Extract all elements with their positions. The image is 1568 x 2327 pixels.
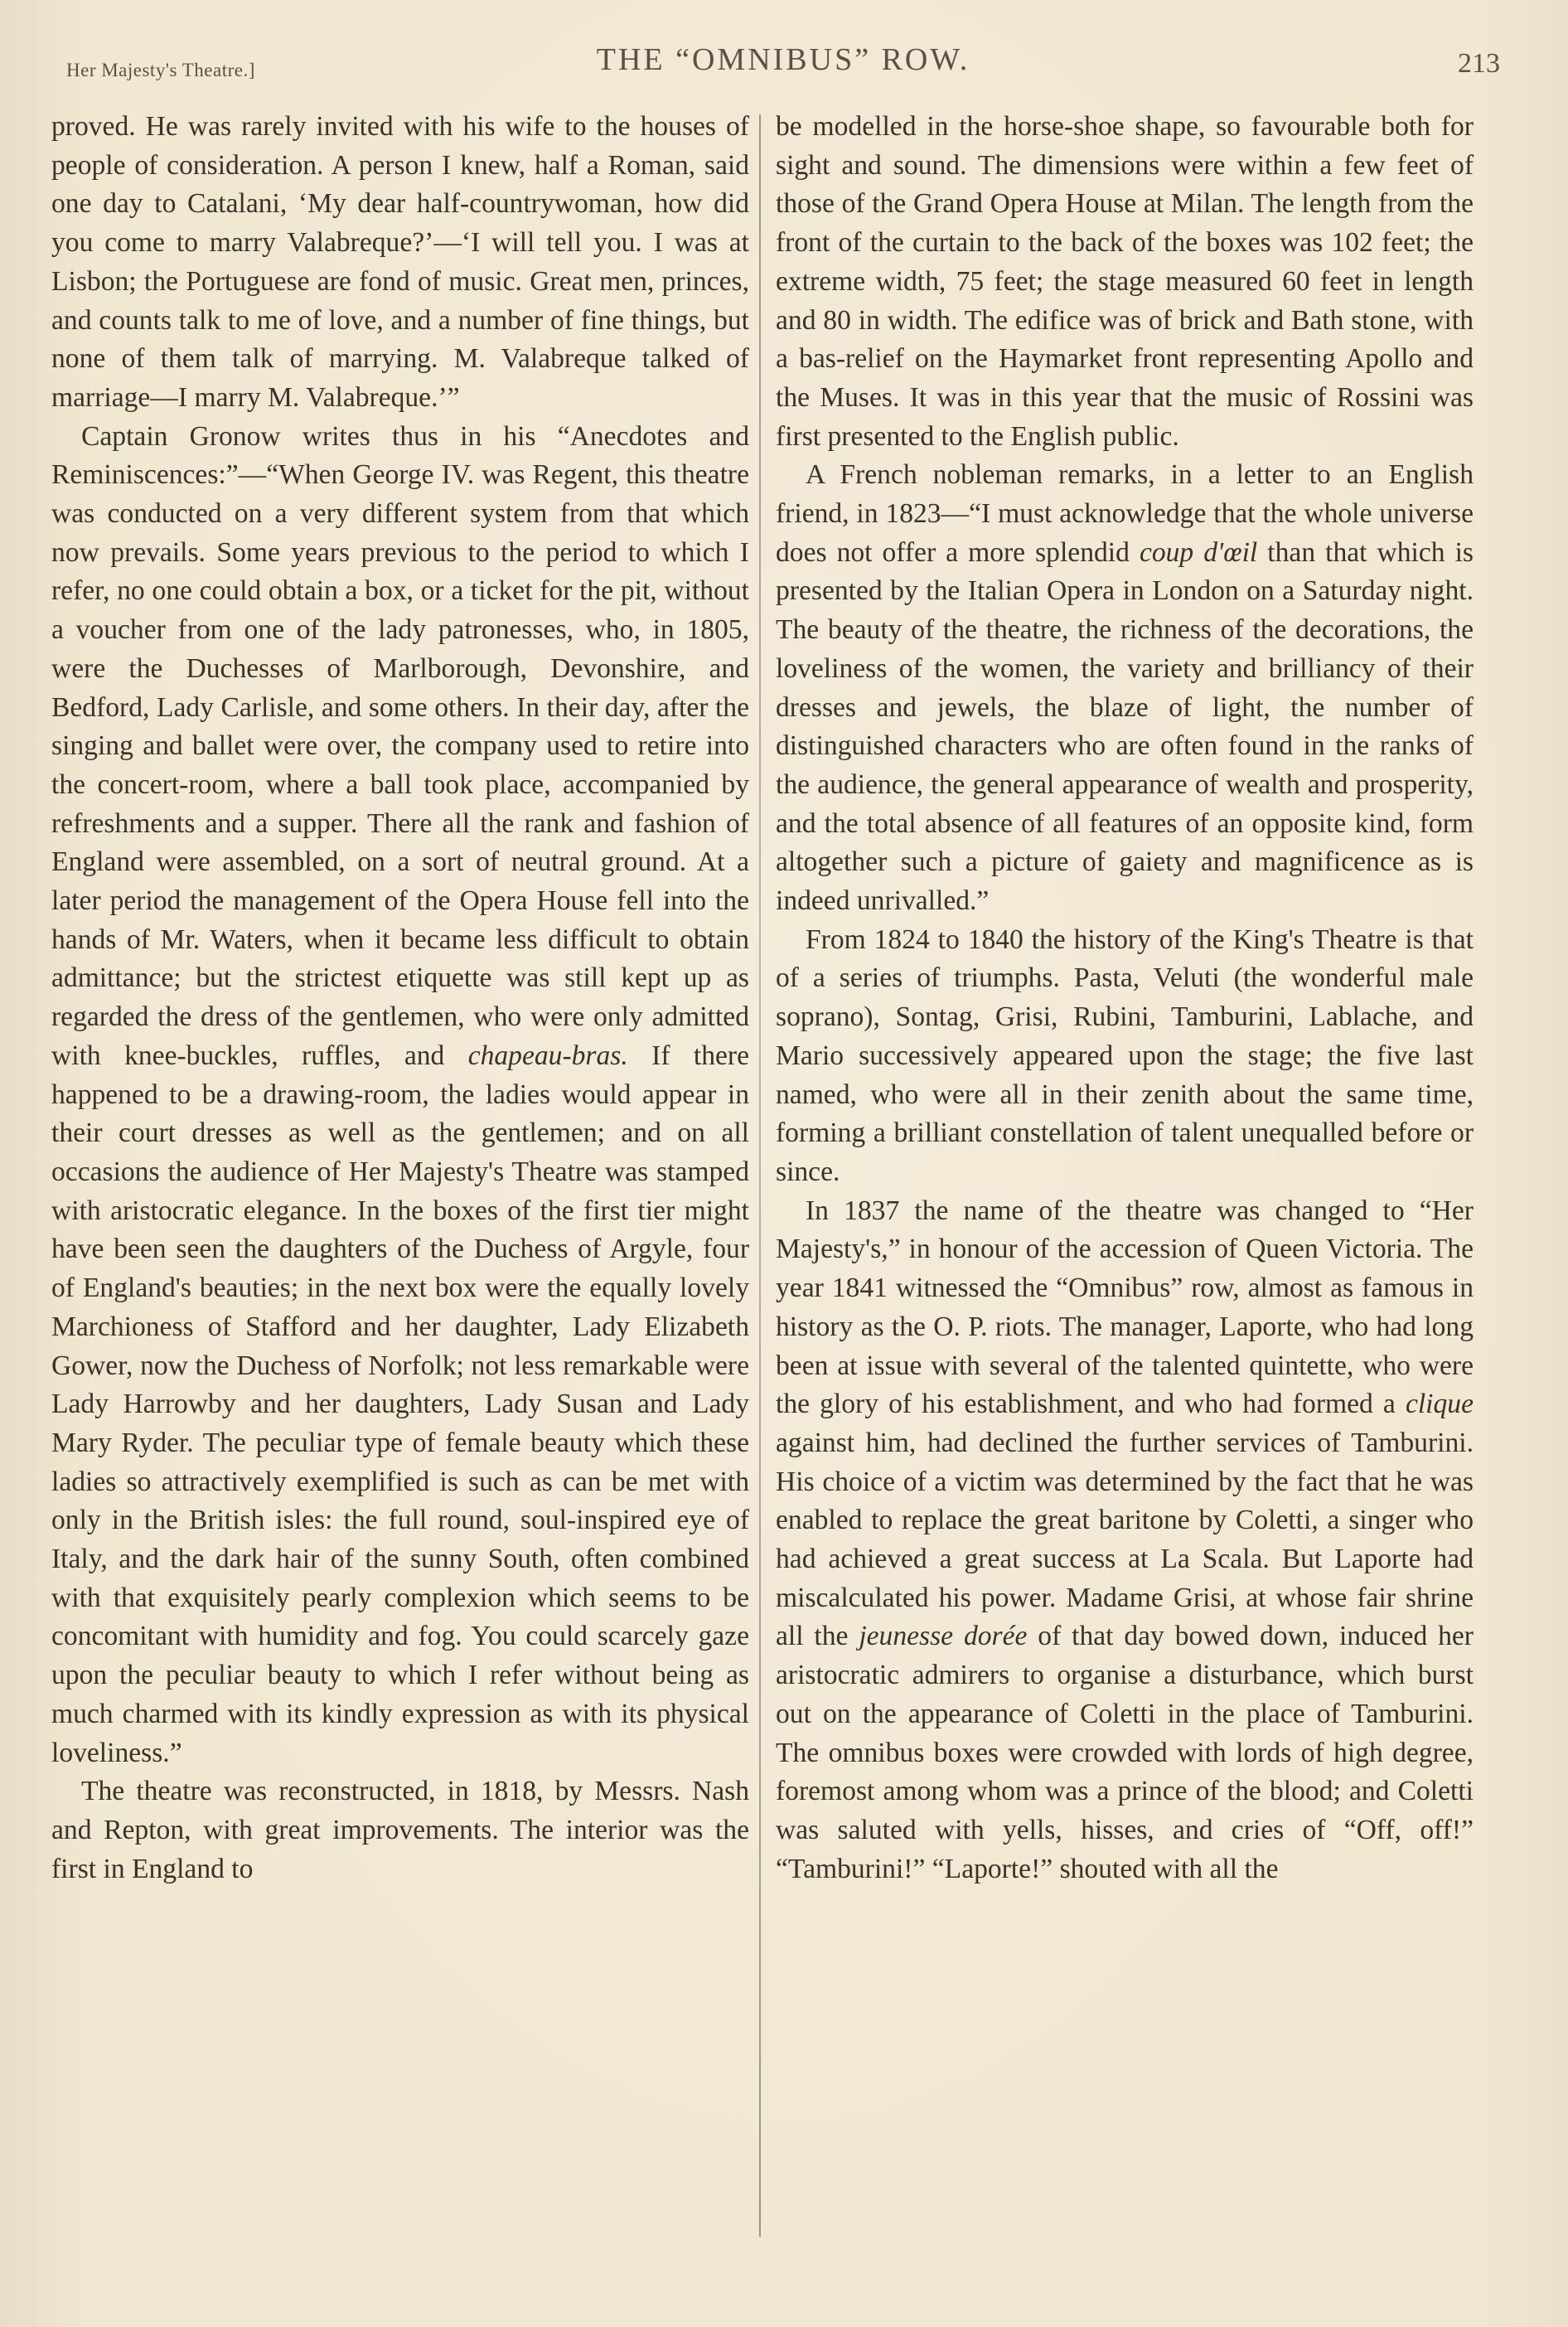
right-paragraph-4-part-b: against him, had declined the further services of Tamburini. His choice of a victim was determined by the fact that he was enabled to replace the great baritone by Coletti, a singer who had achieved a great success at La Scala. But Laporte had miscalculated his power. Madame Grisi, at whose fair shrine all the — [776, 1427, 1474, 1652]
left-paragraph-2 — [51, 418, 749, 1773]
right-paragraph-4-italic-clique: clique — [1405, 1389, 1474, 1420]
left-paragraph-2-part-b: If there happened to be a drawing-room, the ladies would appear in their court dresses as well as the gentlemen; and on all occasions the audience of Her Majesty's Theatre was stamped with aristocratic elegance. In the boxes of the first tier might have been seen the daughters of the Duchess of Argyle, four of England's beauties; in the next box were the equally lovely Marchioness of Stafford and her daughter, Lady Elizabeth Gower, now the Duchess of Norfolk; not less remarkable were Lady Harrowby and her daughters, Lady Susan and Lady Mary Ryder. The peculiar type of female beauty which these ladies so attractively exemplified is such as can be met with only in the British isles: the full round, soul-inspired eye of Italy, and the dark hair of the sunny South, often combined with that exquisitely pearly complexion which seems to be concomitant with humidity and fog. You could scarcely gaze upon the peculiar beauty to which I refer without being as much charmed with its kindly expression as with its physical loveliness.” — [51, 1040, 749, 1768]
running-head-section: Her Majesty's Theatre.] — [66, 60, 255, 80]
right-paragraph-4-italic-jeunesse: jeunesse dorée — [859, 1621, 1028, 1652]
right-paragraph-4-part-a: In 1837 the name of the theatre was changed to “Her Majesty's,” in honour of the accession of Queen Victoria. The year 1841 witnessed the “Omnibus” row, almost as famous in history as the O. P. riots. The manager, Laporte, who had long been at issue with several of the talented quintette, who were the glory of his establishment, and who had formed a — [776, 1195, 1474, 1420]
left-paragraph-3: The theatre was reconstructed, in 1818, by Messrs. Nash and Repton, with great improvements. The interior was the first in England to — [51, 1776, 749, 1884]
running-head — [66, 40, 1500, 98]
right-paragraph-4-part-c: of that day bowed down, induced her aristocratic admirers to organise a disturbance, which burst out on the appearance of Coletti in the place of Tamburini. The omnibus boxes were crowded with lords of high degree, foremost among whom was a prince of the blood; and Coletti was saluted with yells, hisses, and cries of “Off, off!” “Tamburini!” “Laporte!” shouted with all the — [776, 1621, 1474, 1884]
right-paragraph-3: From 1824 to 1840 the history of the King's Theatre is that of a series of triumphs. Pasta, Veluti (the wonderful male soprano), Sontag, Grisi, Rubini, Tamburini, Lablache, and Mario successively appeared upon the stage; the five last named, who were all in their zenith about the same time, forming a brilliant constellation of talent unequalled before or since. — [776, 924, 1474, 1187]
right-paragraph-2 — [776, 456, 1474, 920]
right-paragraph-1: be modelled in the horse-shoe shape, so favourable both for sight and sound. The dimensions were within a few feet of those of the Grand Opera House at Milan. The length from the front of the curtain to the back of the boxes was 102 feet; the extreme width, 75 feet; the stage measured 60 feet in length and 80 in width. The edifice was of brick and Bath stone, with a bas-relief on the Haymarket front representing Apollo and the Muses. It was in this year that the music of Rossini was first presented to the English public. — [776, 111, 1474, 452]
left-paragraph-2-italic: chapeau-bras. — [467, 1040, 628, 1071]
running-head-title: THE “OMNIBUS” ROW. — [596, 42, 970, 77]
right-column — [776, 108, 1474, 1888]
column-divider — [759, 114, 761, 2237]
left-paragraph-1: proved. He was rarely invited with his wife to the houses of people of consideration. A person I knew, half a Roman, said one day to Catalani, ‘My dear half-countrywoman, how did you come to marry Valabreque?’—‘I will tell you. I was at Lisbon; the Portuguese are fond of music. Great men, princes, and counts talk to me of love, and a number of fine things, but none of them talk of marrying. M. Valabreque talked of marriage—I marry M. Valabreque.’” — [51, 111, 749, 413]
right-paragraph-2-italic: coup d'œil — [1139, 536, 1258, 568]
page-number: 213 — [1458, 48, 1500, 79]
right-paragraph-2-part-a: A French nobleman remarks, in a letter to an English friend, in 1823—“I must acknowledge that the whole universe does not offer a more splendid — [776, 459, 1474, 568]
right-paragraph-4 — [776, 1192, 1474, 1889]
left-column — [51, 108, 749, 1888]
left-paragraph-2-part-a: Captain Gronow writes thus in his “Anecdotes and Reminiscences:”—“When George IV. was Regent, this theatre was conducted on a very different system from that which now prevails. Some years previous to the period to which I refer, no one could obtain a box, or a ticket for the pit, without a voucher from one of the lady patronesses, who, in 1805, were the Duchesses of Marlborough, Devonshire, and Bedford, Lady Carlisle, and some others. In their day, after the singing and ballet were over, the company used to retire into the concert-room, where a ball took place, accompanied by refreshments and a supper. There all the rank and fashion of England were assembled, on a sort of neutral ground. At a later period the management of the Opera House fell into the hands of Mr. Waters, when it became less difficult to obtain admittance; but the strictest etiquette was still kept up as regarded the dress of the gentlemen, who were only admitted with knee-buckles, ruffles, and — [51, 420, 749, 1071]
right-paragraph-2-part-b: than that which is presented by the Italian Opera in London on a Saturday night. The beauty of the theatre, the richness of the decorations, the loveliness of the women, the variety and brilliancy of their dresses and jewels, the blaze of light, the number of distinguished characters who are often found in the ranks of the audience, the general appearance of wealth and prosperity, and the total absence of all features of an opposite kind, form altogether such a picture of gaiety and magnificence as is indeed unrivalled.” — [776, 536, 1474, 917]
